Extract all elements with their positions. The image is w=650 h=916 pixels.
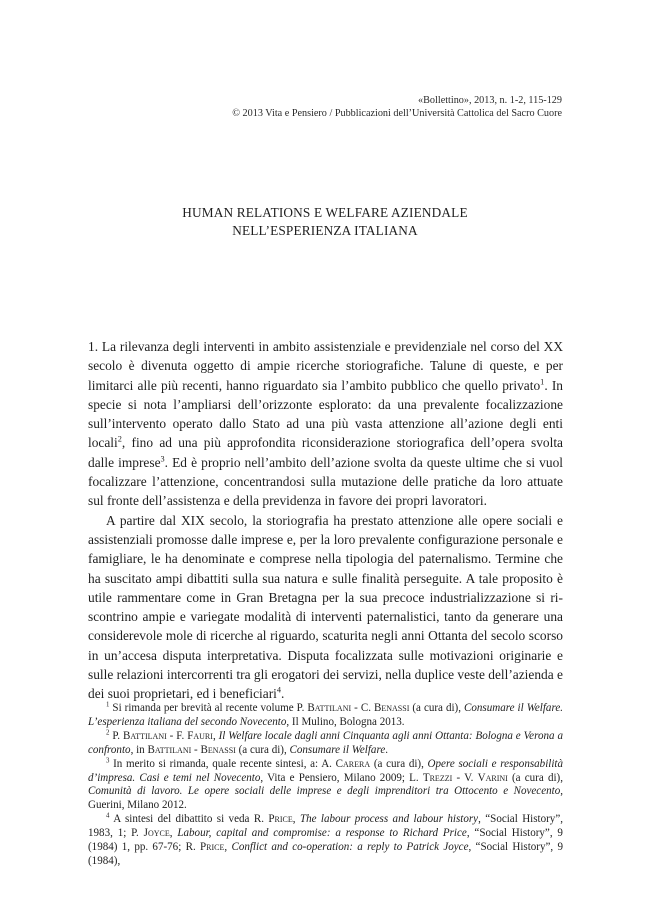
author-name: Battilani — [122, 729, 167, 742]
author-name: Battilani — [307, 702, 352, 714]
footnote-3 — [88, 758, 563, 814]
article-title-line-2: NELL’ESPERIENZA ITALIANA — [232, 223, 418, 238]
journal-citation: «Bollettino», 2013, n. 1-2, 115-129 — [418, 95, 562, 106]
author-name: Trezzi — [422, 771, 453, 784]
paragraph-1-text-d: . Ed è proprio nell’ambito dell’azione svolta da queste ultime che si vuol focalizzare l’attenzione, concentrandosi sulla mutazione delle pratiche da loro attuate sul fronte dell’assistenza e della previdenza in favore dei propri lavoratori. — [88, 454, 563, 509]
footnote-1-text: (a cura di), — [409, 702, 465, 714]
footnotes — [88, 702, 563, 869]
footnote-2-text: - — [191, 743, 201, 756]
copyright-line: © 2013 Vita e Pensiero / Pubblicazioni dell’Università Cattolica del Sacro Cuore — [232, 108, 562, 119]
footnote-ref-4[interactable]: 4 — [276, 685, 282, 695]
paragraph-1-text-c: , fino ad una più approfondita riconsiderazione storiografica dell’opera svolta dalle imprese — [88, 435, 563, 470]
footnote-2-text: . — [385, 743, 389, 756]
running-header — [232, 94, 562, 120]
footnote-3-number: 3 — [106, 756, 110, 764]
author-name: Joyce — [143, 827, 170, 840]
footnote-4-text: , — [224, 841, 232, 854]
footnote-ref-1[interactable]: 1 — [540, 377, 545, 387]
paragraph-2-text-a: A partire dal XIX secolo, la storiografia ha prestato attenzione alle opere sociali e assistenziali promosse dalle imprese e, per la loro prevalente configurazione personale e famigliare, le ha denominate e comprese nella tipologia del paternalismo. Termine che ha suscitato ampi dibattiti sulla sua natura e sulle finalità perseguite. A tale proposito è utile rammentare come in Gran Bretagna per la sua precoce industrializzazione si riscontrino ampie e variegate modalità di interventi paternalistici, tanto da generare una considerevole mole di ricerche al riguardo, scaturita negli anni Ottanta del secolo scorso in un’accesa disputa interpretativa. Disputa focalizzata sulle motivazioni originarie e sulle relazioni intercorrenti tra gli erogatori dei servizi, nella duplice veste dell’azienda e dei suoi proprietari, ed i beneficiari — [88, 512, 563, 702]
footnote-4-text: A sintesi del dibattito si veda R. — [109, 813, 269, 826]
footnote-3-text: (a cura di), — [370, 757, 428, 770]
footnote-2 — [88, 730, 563, 758]
article-title-ref: Conflict and co-operation: a reply to Patrick Joyce — [231, 841, 469, 854]
author-name: Fauri — [187, 729, 213, 742]
article-title — [0, 204, 650, 240]
footnote-1 — [88, 702, 563, 730]
footnote-3-text: (a cura di), — [507, 771, 563, 784]
article-title-ref: Labour, capital and compromise: a response to Richard Price — [177, 827, 467, 840]
book-title: Comunità di lavoro. Le opere sociali delle imprese e degli imprenditori tra Ottocento e Novecento — [88, 785, 561, 798]
author-name: Price — [268, 813, 293, 826]
paragraph-1 — [88, 337, 563, 511]
author-name: Benassi — [200, 743, 236, 756]
footnote-ref-3[interactable]: 3 — [160, 454, 165, 464]
footnote-3-text: - V. — [452, 771, 478, 784]
footnote-4-text: , “Social History”, 1983, 1; P. — [88, 813, 563, 840]
footnote-2-text: , — [212, 729, 219, 742]
footnote-ref-2[interactable]: 2 — [117, 435, 122, 445]
article-title-ref: The labour process and labour history — [299, 813, 479, 826]
footnote-3-text: In merito si rimanda, quale recente sintesi, a: A. — [109, 757, 336, 770]
footnote-4-text: , “Social History”, 9 (1984), — [88, 841, 563, 867]
paragraph-1-text-b: . In specie si nota l’ampliarsi dell’orizzonte esplorato: da una prevalente focalizzazione sull’intervento operato dallo Stato ad una più vasta attenzione all’azione degli enti locali — [88, 377, 563, 451]
author-name: Carera — [335, 757, 371, 770]
footnote-4-text: , — [169, 827, 178, 840]
author-name: Price — [200, 841, 225, 854]
article-title-line-1: HUMAN RELATIONS E WELFARE AZIENDALE — [182, 205, 468, 220]
author-name: Varini — [477, 771, 508, 784]
footnote-4-number: 4 — [106, 812, 110, 820]
paragraph-2 — [88, 511, 563, 704]
footnote-2-number: 2 — [106, 729, 110, 737]
footnote-1-number: 1 — [106, 701, 110, 709]
book-title: Consumare il Welfare — [289, 743, 386, 756]
footnote-2-text: - F. — [166, 729, 188, 742]
paragraph-1-text-a: 1. La rilevanza degli interventi in ambito assistenziale e previdenziale nel corso del XX secolo è divenuta oggetto di ampie ricerche storiografiche. Talune di queste, e per limitarci alle più recenti, hanno riguardato sia l’ambito pubblico che quello privato — [88, 339, 563, 393]
footnote-2-text: , in — [130, 743, 148, 756]
footnote-4-text: , — [292, 813, 300, 826]
footnote-4-text: , “Social History”, 9 (1984) 1, pp. 67-76; R. — [88, 827, 563, 854]
footnote-2-text: (a cura di), — [235, 743, 290, 756]
book-title: Il Welfare locale dagli anni Cinquanta agli anni Ottanta: Bologna e Verona a confronto — [88, 729, 563, 756]
book-title: Consumare il Welfare. L’esperienza italiana del secondo Novecento — [88, 702, 564, 728]
author-name: Benassi — [373, 702, 410, 714]
footnote-3-text: , Vita e Pensiero, Milano 2009; L. — [260, 771, 423, 784]
footnote-2-text: P. — [109, 729, 123, 742]
footnote-3-text: , Guerini, Milano 2012. — [88, 785, 563, 812]
footnote-1-text: - C. — [351, 702, 374, 714]
author-name: Battilani — [147, 743, 192, 756]
footnote-4 — [88, 813, 563, 869]
paragraph-2-text-b: . — [281, 686, 285, 702]
article-body — [88, 337, 563, 704]
book-title: Opere sociali e responsabilità d’impresa. Casi e temi nel Novecento — [88, 757, 563, 784]
footnote-1-text: , Il Mulino, Bologna 2013. — [286, 715, 405, 728]
footnote-1-text: Si rimanda per brevità al recente volume P. — [109, 702, 308, 714]
